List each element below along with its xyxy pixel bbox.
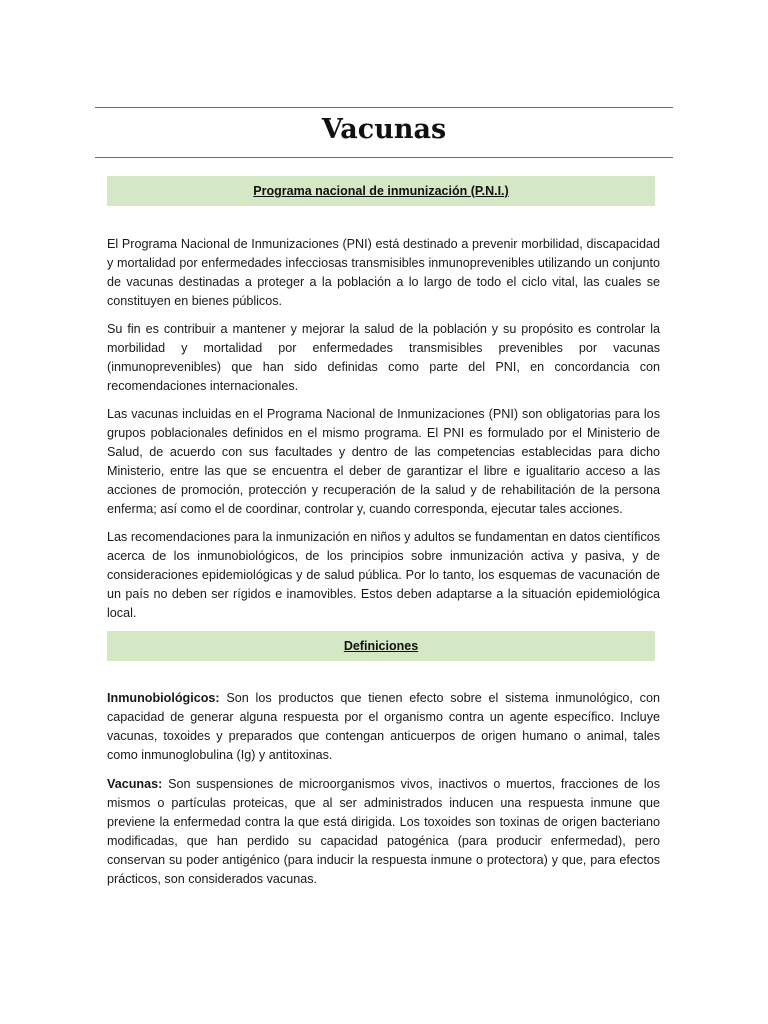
section-heading-definiciones bbox=[107, 631, 655, 661]
definition-text: Son los productos que tienen efecto sobre el sistema inmunológico, con capacidad de generar alguna respuesta por el organismo contra un agente específico. Incluye vacunas, toxoides y preparados que contengan anticuerpos de origen humano o animal, tales como inmunoglobulina (Ig) y antitoxinas. bbox=[107, 691, 660, 762]
definition-term: Vacunas: bbox=[107, 777, 163, 791]
definition-inmunobiologicos bbox=[107, 689, 660, 765]
paragraph: El Programa Nacional de Inmunizaciones (PNI) está destinado a prevenir morbilidad, discapacidad y mortalidad por enfermedades infecciosas transmisibles inmunoprevenibles utilizando un conjunto de vacunas destinadas a proteger a la población a lo largo de todo el ciclo vital, las cuales se constituyen en bienes públicos. bbox=[107, 237, 660, 308]
definition-term: Inmunobiológicos: bbox=[107, 691, 220, 705]
page-title: Vacunas bbox=[321, 114, 447, 145]
section-heading-definiciones-label: Definiciones bbox=[343, 639, 419, 653]
paragraph: Las recomendaciones para la inmunización en niños y adultos se fundamentan en datos científicos acerca de los inmunobiológicos, de los principios sobre inmunización activa y pasiva, y de consideraciones epidemiológicas y de salud pública. Por lo tanto, los esquemas de vacunación de un país no deben ser rígidos e inamovibles. Estos deben adaptarse a la situación epidemiológica local. bbox=[107, 530, 660, 620]
title-rule-bottom bbox=[95, 157, 673, 158]
section-heading-pni bbox=[107, 176, 655, 206]
definition-text: Son suspensiones de microorganismos vivos, inactivos o muertos, fracciones de los mismos o partículas proteicas, que al ser administrados inducen una respuesta inmune que previene la enfermedad contra la que está dirigida. Los toxoides son toxinas de origen bacteriano modificadas, que han perdido su capacidad patogénica (para producir enfermedad), pero conservan su poder antigénico (para inducir la respuesta inmune o protectora) y que, para efectos prácticos, son considerados vacunas. bbox=[107, 777, 660, 886]
section-heading-pni-label: Programa nacional de inmunización (P.N.I.) bbox=[253, 184, 509, 198]
definition-vacunas bbox=[107, 775, 660, 888]
paragraph: Las vacunas incluidas en el Programa Nacional de Inmunizaciones (PNI) son obligatorias para los grupos poblacionales definidos en el mismo programa. El PNI es formulado por el Ministerio de Salud, de acuerdo con sus facultades y dentro de las competencias establecidas para dicho Ministerio, entre las que se encuentra el deber de garantizar el libre e igualitario acceso a las acciones de promoción, protección y recuperación de la salud y de rehabilitación de la persona enferma; así como el de coordinar, controlar y, cuando corresponda, ejecutar tales acciones. bbox=[107, 407, 660, 516]
paragraph: Su fin es contribuir a mantener y mejorar la salud de la población y su propósito es controlar la morbilidad y mortalidad por enfermedades transmisibles prevenibles por vacunas (inmunoprevenibles) que han sido definidas como parte del PNI, en concordancia con recomendaciones internacionales. bbox=[107, 322, 660, 393]
title-rule-top bbox=[95, 107, 673, 108]
